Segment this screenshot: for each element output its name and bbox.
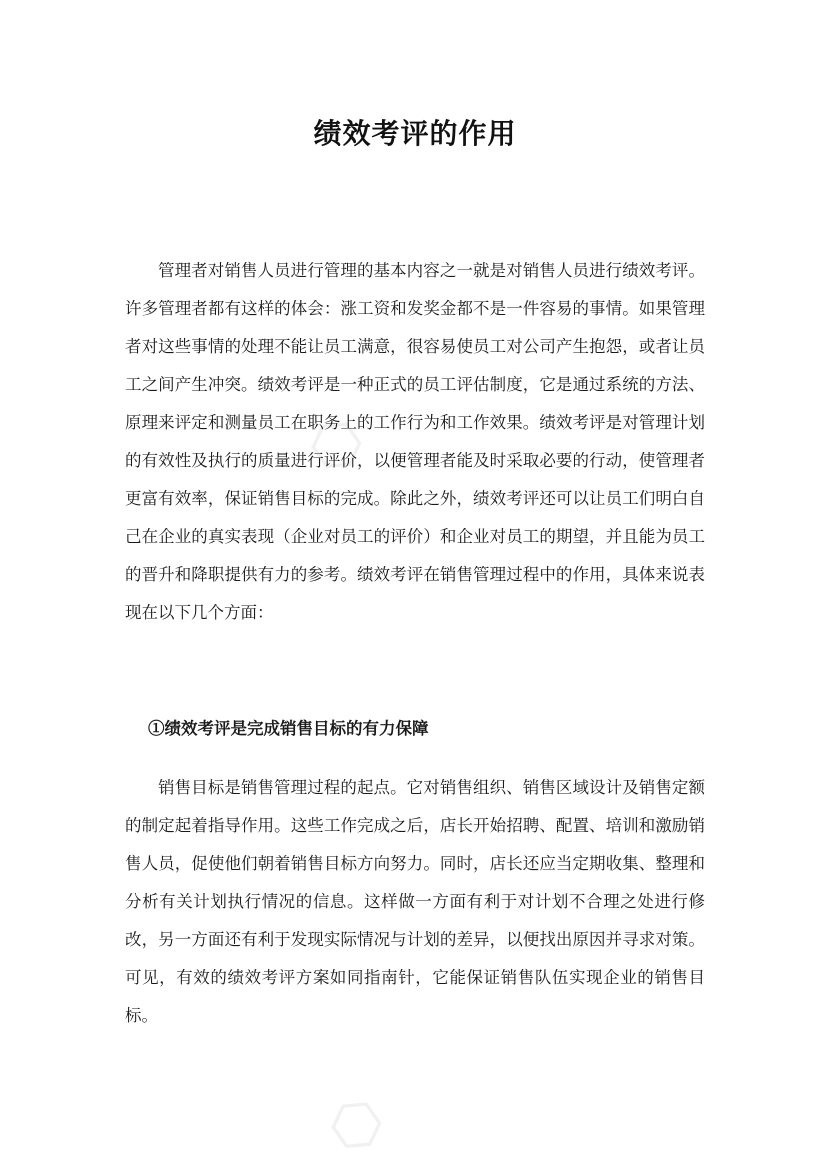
watermark-logo: ⬡ (314, 1081, 398, 1169)
watermark-logo: ⬡ (294, 401, 378, 489)
section-paragraph: 销售目标是销售管理过程的起点。它对销售组织、销售区域设计及销售定额的制定起着指导作用。这些工作完成之后，店长开始招聘、配置、培训和激励销售人员，促使他们朝着销售目标方向努力。同时，店长还应当定期收集、整理和分析有关计划执行情况的信息。这样做一方面有利于对计划不合理之处进行修改，另一方面还有利于发现实际情况与计划的差异，以便找出原因并寻求对策。可见，有效的绩效考评方案如同指南针，它能保证销售队伍实现企业的销售目标。 (125, 778, 705, 1025)
section-heading: ①绩效考评是完成销售目标的有力保障 (148, 719, 429, 738)
intro-paragraph: 管理者对销售人员进行管理的基本内容之一就是对销售人员进行绩效考评。许多管理者都有这样的体会：涨工资和发奖金都不是一件容易的事情。如果管理者对这些事情的处理不能让员工满意，很容易使员工对公司产生抱怨，或者让员工之间产生冲突。绩效考评是一种正式的员工评估制度，它是通过系统的方法、原理来评定和测量员工在职务上的工作行为和工作效果。绩效考评是对管理计划的有效性及执行的质量进行评价，以便管理者能及时采取必要的行动，使管理者更富有效率，保证销售目标的完成。除此之外，绩效考评还可以让员工们明白自己在企业的真实表现（企业对员工的评价）和企业对员工的期望，并且能为员工的晋升和降职提供有力的参考。绩效考评在销售管理过程中的作用，具体来说表现在以下几个方面： (125, 261, 705, 622)
document-title: 绩效考评的作用 (313, 117, 517, 150)
